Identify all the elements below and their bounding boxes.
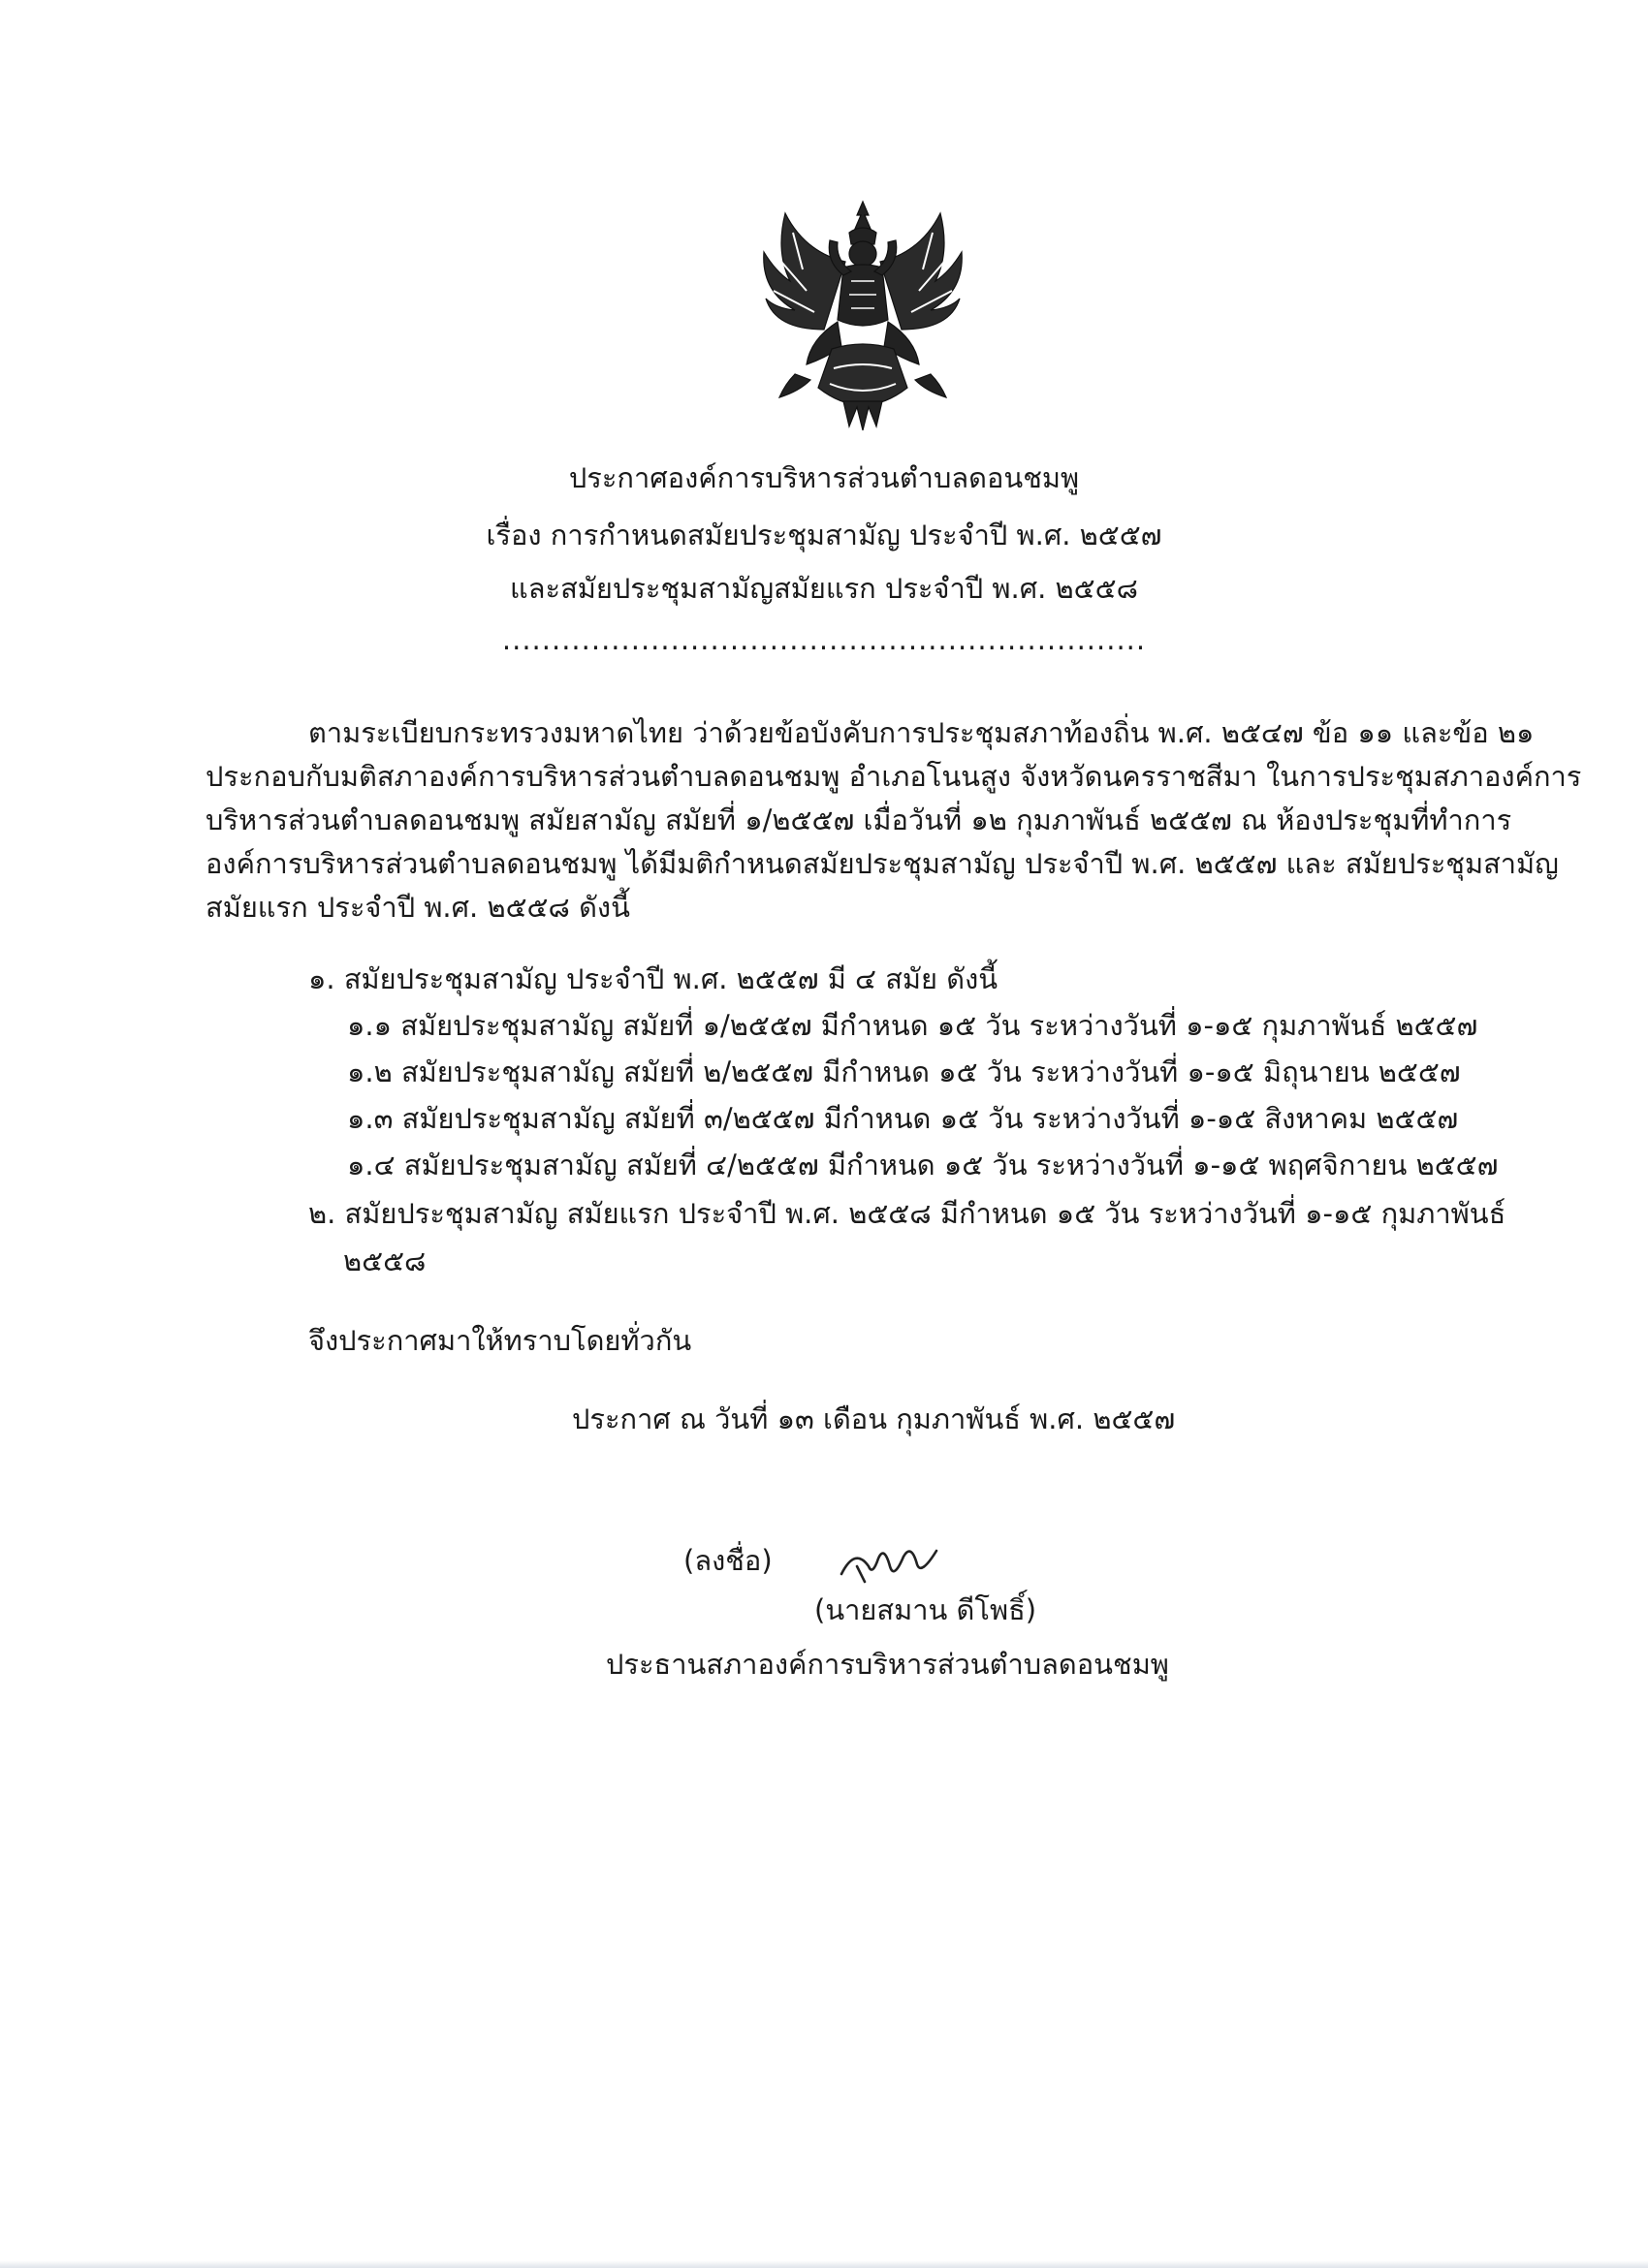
list-subitem: ๑.๑ สมัยประชุมสามัญ สมัยที่ ๑/๒๕๕๗ มีกำหนด ๑๕ วัน ระหว่างวันที่ ๑-๑๕ กุมภาพันธ์ ๒๕๕๗	[347, 1009, 1478, 1042]
list-item-2-continued: ๒๕๕๘	[343, 1244, 427, 1277]
intro-line: องค์การบริหารส่วนตำบลดอนชมพู ได้มีมติกำหนดสมัยประชุมสามัญ ประจำปี พ.ศ. ๒๕๕๗ และ สมัยประชุมสามัญ	[206, 847, 1559, 880]
list-subitem: ๑.๒ สมัยประชุมสามัญ สมัยที่ ๒/๒๕๕๗ มีกำหนด ๑๕ วัน ระหว่างวันที่ ๑-๑๕ มิถุนายน ๒๕๕๗	[347, 1055, 1461, 1088]
intro-line: สมัยแรก ประจำปี พ.ศ. ๒๕๕๘ ดังนี้	[206, 891, 630, 924]
header-divider: .................................................................	[501, 623, 1147, 656]
intro-line: ตามระเบียบกระทรวงมหาดไทย ว่าด้วยข้อบังคับการประชุมสภาท้องถิ่น พ.ศ. ๒๕๔๗ ข้อ ๑๑ และข้อ ๒๑	[308, 716, 1535, 749]
handwritten-signature-icon	[836, 1537, 942, 1595]
list-subitem: ๑.๓ สมัยประชุมสามัญ สมัยที่ ๓/๒๕๕๗ มีกำหนด ๑๕ วัน ระหว่างวันที่ ๑-๑๕ สิงหาคม ๒๕๕๗	[347, 1102, 1459, 1135]
scan-edge	[0, 2260, 1648, 2268]
signer-position: ประธานสภาองค์การบริหารส่วนตำบลดอนชมพู	[606, 1648, 1169, 1681]
announcement-date: ประกาศ ณ วันที่ ๑๓ เดือน กุมภาพันธ์ พ.ศ. ๒๕๕๗	[572, 1402, 1176, 1435]
intro-line: ประกอบกับมติสภาองค์การบริหารส่วนตำบลดอนชมพู อำเภอโนนสูง จังหวัดนครราชสีมา ในการประชุมสภาองค์การ	[206, 760, 1582, 793]
announcement-subject-continued: และสมัยประชุมสามัญสมัยแรก ประจำปี พ.ศ. ๒๕๕๘	[510, 572, 1138, 605]
intro-paragraph	[206, 711, 1582, 929]
sign-label: (ลงชื่อ)	[683, 1544, 773, 1577]
announcement-subject: เรื่อง การกำหนดสมัยประชุมสามัญ ประจำปี พ.ศ. ๒๕๕๗	[486, 519, 1162, 551]
signer-name: (นายสมาน ดีโพธิ์)	[814, 1593, 1037, 1626]
list-item-2: ๒. สมัยประชุมสามัญ สมัยแรก ประจำปี พ.ศ. ๒๕๕๘ มีกำหนด ๑๕ วัน ระหว่างวันที่ ๑-๑๕ กุมภาพันธ์	[308, 1197, 1506, 1230]
announcement-title: ประกาศองค์การบริหารส่วนตำบลดอนชมพู	[568, 461, 1080, 494]
list-subitem: ๑.๔ สมัยประชุมสามัญ สมัยที่ ๔/๒๕๕๗ มีกำหนด ๑๕ วัน ระหว่างวันที่ ๑-๑๕ พฤศจิกายน ๒๕๕๗	[347, 1149, 1499, 1181]
closing-statement: จึงประกาศมาให้ทราบโดยทั่วกัน	[308, 1324, 692, 1357]
list-item-1: ๑. สมัยประชุมสามัญ ประจำปี พ.ศ. ๒๕๕๗ มี ๔ สมัย ดังนี้	[308, 962, 998, 995]
garuda-emblem-icon	[717, 194, 1008, 436]
intro-line: บริหารส่วนตำบลดอนชมพู สมัยสามัญ สมัยที่ ๑/๒๕๕๗ เมื่อวันที่ ๑๒ กุมภาพันธ์ ๒๕๕๗ ณ ห้องประชุมที่ทำการ	[206, 803, 1512, 836]
